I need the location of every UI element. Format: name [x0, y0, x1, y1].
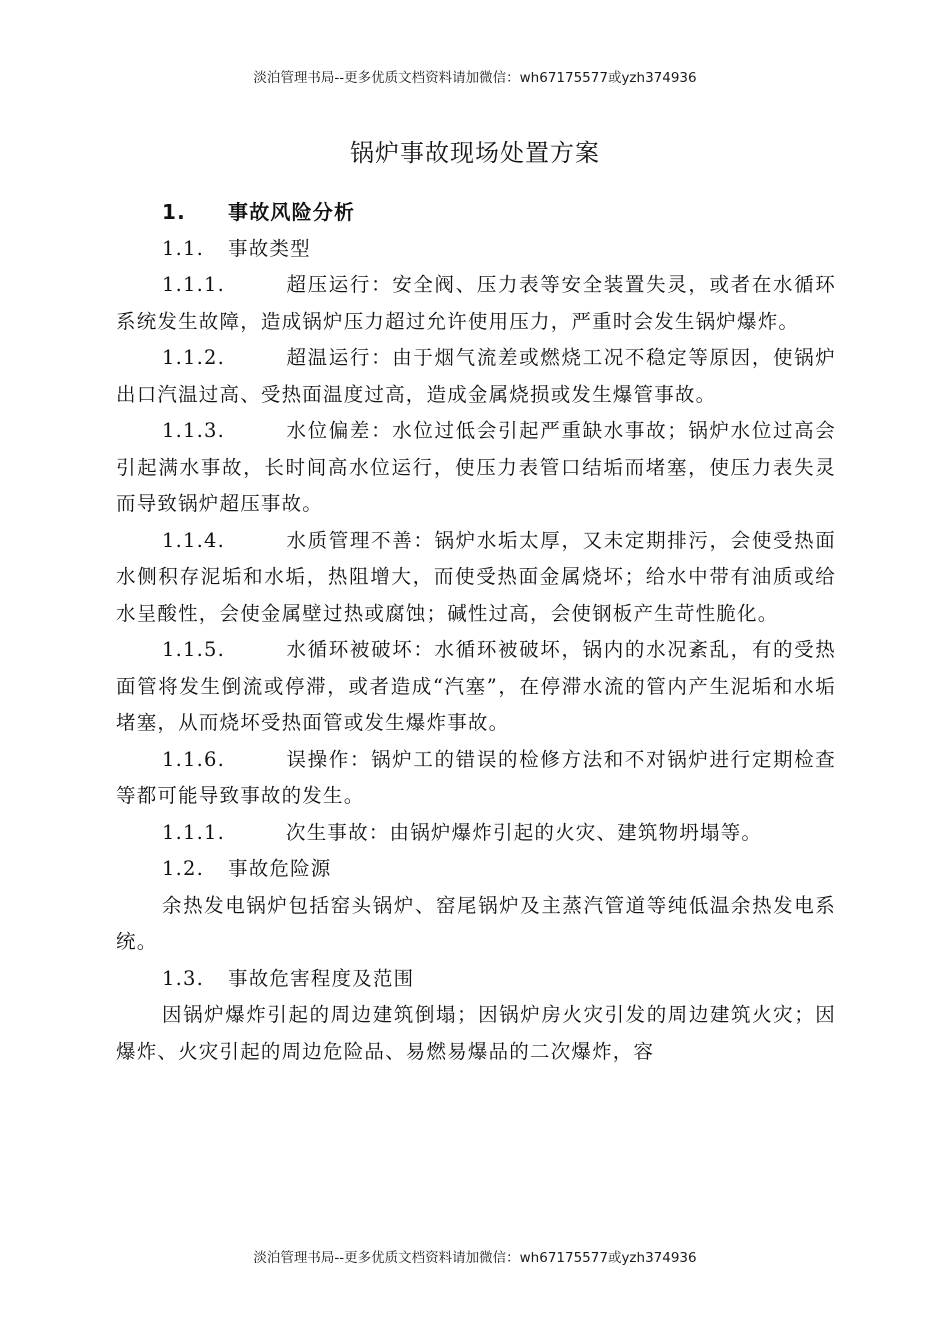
subsection-heading-1-3 [116, 961, 836, 998]
document-body [116, 194, 836, 1070]
document-title: 锅炉事故现场处置方案 [350, 139, 600, 167]
list-item [116, 413, 836, 523]
item-number: 1.1.2. [162, 346, 226, 369]
list-item [116, 340, 836, 413]
item-text: 水位偏差：水位过低会引起严重缺水事故；锅炉水位过高会引起满水事故，长时间高水位运行，使压力表管口结垢而堵塞，使压力表失灵而导致锅炉超压事故。 [116, 419, 836, 515]
subsection-number: 1.3. [162, 966, 205, 990]
page-footer: 淡泊管理书局--更多优质文档资料请加微信：wh67175577或yzh374936 [253, 1250, 697, 1266]
subsection-title: 事故危险源 [228, 857, 332, 880]
section-number: 1. [162, 200, 186, 224]
subsection-number: 1.1. [162, 236, 205, 260]
list-item [116, 815, 836, 852]
item-number: 1.1.5. [162, 638, 226, 661]
item-number: 1.1.3. [162, 419, 226, 442]
list-item [116, 267, 836, 340]
section-heading-1 [116, 194, 836, 231]
subsection-heading-1-1 [116, 231, 836, 268]
item-number: 1.1.4. [162, 528, 226, 552]
item-text: 误操作：锅炉工的错误的检修方法和不对锅炉进行定期检查等都可能导致事故的发生。 [116, 747, 836, 807]
list-item [116, 632, 836, 742]
item-number: 1.1.1. [162, 820, 226, 844]
section-title: 事故风险分析 [228, 200, 356, 224]
list-item [116, 523, 836, 633]
subsection-title: 事故类型 [228, 236, 311, 260]
item-text: 水循环被破坏：水循环被破坏，锅内的水况紊乱，有的受热面管将发生倒流或停滞，或者造成“汽塞”，在停滞水流的管内产生泥垢和水垢堵塞，从而烧坏受热面管或发生爆炸事故。 [116, 638, 836, 734]
subsection-heading-1-2 [116, 851, 836, 888]
item-text: 次生事故：由锅炉爆炸引起的火灾、建筑物坍塌等。 [286, 820, 763, 844]
item-text: 超温运行：由于烟气流差或燃烧工况不稳定等原因，使锅炉出口汽温过高、受热面温度过高，造成金属烧损或发生爆管事故。 [116, 346, 836, 406]
subsection-title: 事故危害程度及范围 [228, 966, 415, 990]
item-text: 水质管理不善：锅炉水垢太厚，又未定期排污，会使受热面水侧积存泥垢和水垢，热阻增大，而使受热面金属烧坏；给水中带有油质或给水呈酸性，会使金属壁过热或腐蚀；碱性过高，会使钢板产生苛性脆化。 [116, 528, 836, 625]
subsection-number: 1.2. [162, 857, 205, 880]
list-item [116, 742, 836, 815]
item-number: 1.1.1. [162, 273, 226, 296]
paragraph: 余热发电锅炉包括窑头锅炉、窑尾锅炉及主蒸汽管道等纯低温余热发电系统。 [116, 893, 836, 953]
paragraph: 因锅炉爆炸引起的周边建筑倒塌；因锅炉房火灾引发的周边建筑火灾；因爆炸、火灾引起的周边危险品、易燃易爆品的二次爆炸，容 [116, 1003, 836, 1063]
item-number: 1.1.6. [162, 747, 226, 771]
item-text: 超压运行：安全阀、压力表等安全装置失灵，或者在水循环系统发生故障，造成锅炉压力超过允许使用压力，严重时会发生锅炉爆炸。 [116, 273, 836, 333]
page-header: 淡泊管理书局--更多优质文档资料请加微信：wh67175577或yzh374936 [253, 70, 697, 86]
